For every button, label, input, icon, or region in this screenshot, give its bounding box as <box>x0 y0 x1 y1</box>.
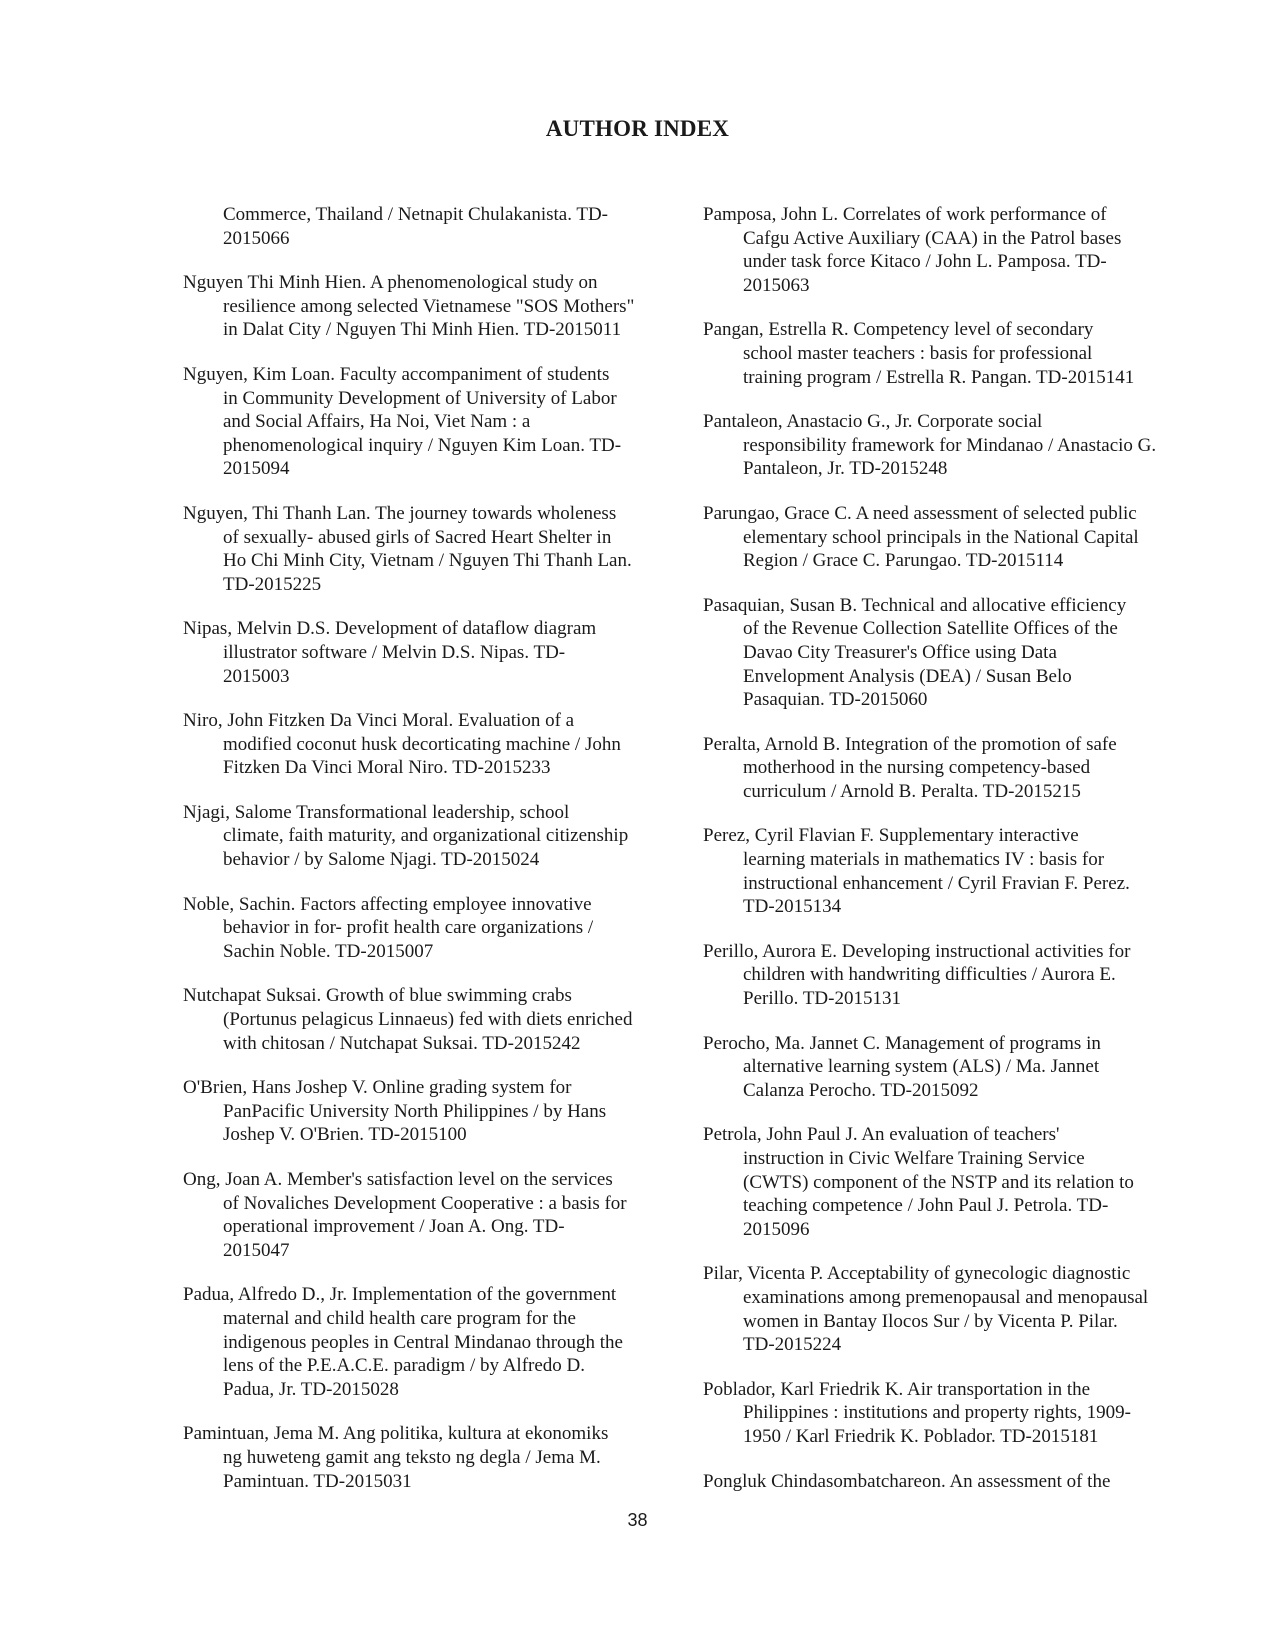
entry-line: Padua, Alfredo D., Jr. Implementation of the government <box>183 1284 617 1306</box>
entry-line: training program / Estrella R. Pangan. TD-2015141 <box>743 366 1135 388</box>
entry-line: Philippines : institutions and property rights, 1909- <box>743 1402 1131 1424</box>
entry-line: 2015096 <box>743 1218 810 1240</box>
entry-line: resilience among selected Vietnamese "SOS Mothers" <box>223 295 635 317</box>
left-column <box>183 203 673 1514</box>
entry-line: Pasaquian. TD-2015060 <box>743 689 928 711</box>
entry-line: ng huweteng gamit ang teksto ng degla / Jema M. <box>223 1446 601 1468</box>
entry-line: Ho Chi Minh City, Vietnam / Nguyen Thi Thanh Lan. <box>223 550 632 572</box>
entry-line: in Community Development of University of Labor <box>223 387 617 409</box>
entry-line: Pilar, Vicenta P. Acceptability of gynecologic diagnostic <box>703 1263 1131 1285</box>
entry-line: Petrola, John Paul J. An evaluation of teachers' <box>703 1124 1060 1146</box>
entry-line: Fitzken Da Vinci Moral Niro. TD-2015233 <box>223 757 551 779</box>
entry-line: Pongluk Chindasombatchareon. An assessment of the <box>703 1470 1111 1492</box>
entry-line: phenomenological inquiry / Nguyen Kim Loan. TD- <box>223 434 622 456</box>
index-entry <box>703 203 1198 297</box>
right-column <box>703 203 1198 1514</box>
entry-line: (Portunus pelagicus Linnaeus) fed with diets enriched <box>223 1009 633 1031</box>
index-entry <box>183 709 673 780</box>
entry-line: women in Bantay Ilocos Sur / by Vicenta P. Pilar. <box>743 1310 1118 1332</box>
index-entry <box>183 1422 673 1493</box>
entry-line: teaching competence / John Paul J. Petrola. TD- <box>743 1195 1109 1217</box>
entry-line: children with handwriting difficulties / Aurora E. <box>743 964 1116 986</box>
entry-line: Calanza Perocho. TD-2015092 <box>743 1079 979 1101</box>
entry-line: Njagi, Salome Transformational leadership, school <box>183 801 570 823</box>
entry-line: Pamposa, John L. Correlates of work performance of <box>703 204 1107 225</box>
entry-line: (CWTS) component of the NSTP and its relation to <box>743 1171 1134 1193</box>
entry-line: Ong, Joan A. Member's satisfaction level on the services <box>183 1169 613 1190</box>
index-entry <box>183 1283 673 1401</box>
index-entry <box>703 733 1198 804</box>
entry-line: lens of the P.E.A.C.E. paradigm / by Alfredo D. <box>223 1355 586 1377</box>
entry-line: Pasaquian, Susan B. Technical and allocative efficiency <box>703 594 1127 616</box>
entry-line: in Dalat City / Nguyen Thi Minh Hien. TD-2015011 <box>223 319 622 341</box>
entry-line: alternative learning system (ALS) / Ma. Jannet <box>743 1056 1100 1078</box>
index-entry <box>183 893 673 964</box>
entry-line: modified coconut husk decorticating machine / John <box>223 733 621 755</box>
page-number: 38 <box>627 1510 648 1530</box>
page-title: AUTHOR INDEX <box>545 116 730 141</box>
index-entry <box>183 271 673 342</box>
entry-line: school master teachers : basis for professional <box>743 342 1093 364</box>
entry-line: under task force Kitaco / John L. Pamposa. TD- <box>743 251 1107 273</box>
entry-line: responsibility framework for Mindanao / Anastacio G. <box>743 434 1157 456</box>
entry-line: 2015063 <box>743 274 810 296</box>
index-entry <box>183 203 673 250</box>
index-entry <box>703 594 1198 712</box>
index-entry <box>703 940 1198 1011</box>
index-entry <box>183 363 673 481</box>
entry-line: curriculum / Arnold B. Peralta. TD-2015215 <box>743 780 1081 802</box>
entry-line: Region / Grace C. Parungao. TD-2015114 <box>743 550 1064 572</box>
index-entry <box>183 1168 673 1262</box>
entry-line: instruction in Civic Welfare Training Service <box>743 1148 1085 1169</box>
entry-line: climate, faith maturity, and organizational citizenship <box>223 825 629 847</box>
entry-line: examinations among premenopausal and menopausal <box>743 1286 1149 1308</box>
entry-line: Pamintuan, Jema M. Ang politika, kultura at ekonomiks <box>183 1423 609 1445</box>
entry-line: Perillo, Aurora E. Developing instructional activities for <box>703 940 1131 962</box>
index-entry <box>703 1123 1198 1241</box>
entry-line: behavior / by Salome Njagi. TD-2015024 <box>223 849 540 871</box>
entry-line: of Novaliches Development Cooperative : a basis for <box>223 1192 627 1214</box>
entry-line: TD-2015225 <box>223 573 322 595</box>
index-entry <box>183 617 673 688</box>
entry-line: 2015066 <box>223 227 290 249</box>
entry-line: Perillo. TD-2015131 <box>743 988 901 1010</box>
index-entry <box>703 1470 1198 1494</box>
entry-line: indigenous peoples in Central Mindanao through the <box>223 1331 623 1353</box>
entry-line: Pantaleon, Jr. TD-2015248 <box>743 458 948 480</box>
entry-line: illustrator software / Melvin D.S. Nipas. TD- <box>223 641 566 663</box>
entry-line: O'Brien, Hans Joshep V. Online grading system for <box>183 1077 572 1099</box>
entry-line: Parungao, Grace C. A need assessment of selected public <box>703 502 1137 524</box>
entry-line: TD-2015134 <box>743 896 842 918</box>
entry-line: Nguyen, Kim Loan. Faculty accompaniment of students <box>183 363 610 385</box>
entry-line: of sexually- abused girls of Sacred Heart Shelter in <box>223 526 612 548</box>
index-entry <box>183 984 673 1055</box>
entry-line: behavior in for- profit health care organizations / <box>223 917 594 939</box>
entry-line: Pantaleon, Anastacio G., Jr. Corporate social <box>703 411 1043 433</box>
entry-line: Commerce, Thailand / Netnapit Chulakanista. TD- <box>223 204 609 225</box>
index-entry <box>703 1262 1198 1356</box>
entry-line: Envelopment Analysis (DEA) / Susan Belo <box>743 665 1072 687</box>
index-entry <box>703 824 1198 918</box>
entry-line: learning materials in mathematics IV : basis for <box>743 849 1105 871</box>
entry-line: elementary school principals in the National Capital <box>743 526 1139 548</box>
entry-line: Poblador, Karl Friedrik K. Air transportation in the <box>703 1378 1091 1400</box>
entry-line: PanPacific University North Philippines / by Hans <box>223 1100 607 1122</box>
entry-line: 1950 / Karl Friedrik K. Poblador. TD-2015181 <box>743 1425 1099 1447</box>
entry-line: Padua, Jr. TD-2015028 <box>223 1378 399 1400</box>
entry-line: Perocho, Ma. Jannet C. Management of programs in <box>703 1032 1101 1054</box>
index-entry <box>703 1378 1198 1449</box>
index-entry <box>703 318 1198 389</box>
entry-line: Perez, Cyril Flavian F. Supplementary interactive <box>703 825 1079 847</box>
index-entry <box>183 801 673 872</box>
entry-line: TD-2015224 <box>743 1334 842 1356</box>
entry-line: Nutchapat Suksai. Growth of blue swimming crabs <box>183 985 572 1007</box>
entry-line: Noble, Sachin. Factors affecting employee innovative <box>183 893 592 915</box>
entry-line: motherhood in the nursing competency-based <box>743 757 1091 779</box>
entry-line: Nguyen Thi Minh Hien. A phenomenological study on <box>183 272 598 294</box>
entry-line: Joshep V. O'Brien. TD-2015100 <box>223 1124 467 1146</box>
entry-line: 2015003 <box>223 665 290 687</box>
entry-line: Nipas, Melvin D.S. Development of dataflow diagram <box>183 618 597 640</box>
entry-line: Sachin Noble. TD-2015007 <box>223 940 434 962</box>
entry-line: operational improvement / Joan A. Ong. TD- <box>223 1216 565 1238</box>
entry-line: maternal and child health care program for the <box>223 1307 576 1329</box>
index-entry <box>703 1032 1198 1103</box>
index-entry <box>183 1076 673 1147</box>
entry-line: instructional enhancement / Cyril Fravian F. Perez. <box>743 872 1130 894</box>
entry-line: Davao City Treasurer's Office using Data <box>743 641 1057 663</box>
entry-line: 2015047 <box>223 1239 290 1261</box>
entry-line: 2015094 <box>223 458 290 480</box>
entry-line: with chitosan / Nutchapat Suksai. TD-2015242 <box>223 1032 581 1054</box>
index-entry <box>183 502 673 596</box>
entry-line: Peralta, Arnold B. Integration of the promotion of safe <box>703 733 1117 755</box>
index-entry <box>703 502 1198 573</box>
entry-line: Pangan, Estrella R. Competency level of secondary <box>703 319 1094 341</box>
entry-line: Nguyen, Thi Thanh Lan. The journey towards wholeness <box>183 502 617 524</box>
entry-line: Cafgu Active Auxiliary (CAA) in the Patrol bases <box>743 227 1122 249</box>
entry-line: Niro, John Fitzken Da Vinci Moral. Evaluation of a <box>183 710 575 732</box>
index-entry <box>703 410 1198 481</box>
entry-line: of the Revenue Collection Satellite Offices of the <box>743 618 1118 640</box>
entry-line: and Social Affairs, Ha Noi, Viet Nam : a <box>223 411 531 433</box>
entry-line: Pamintuan. TD-2015031 <box>223 1470 412 1492</box>
